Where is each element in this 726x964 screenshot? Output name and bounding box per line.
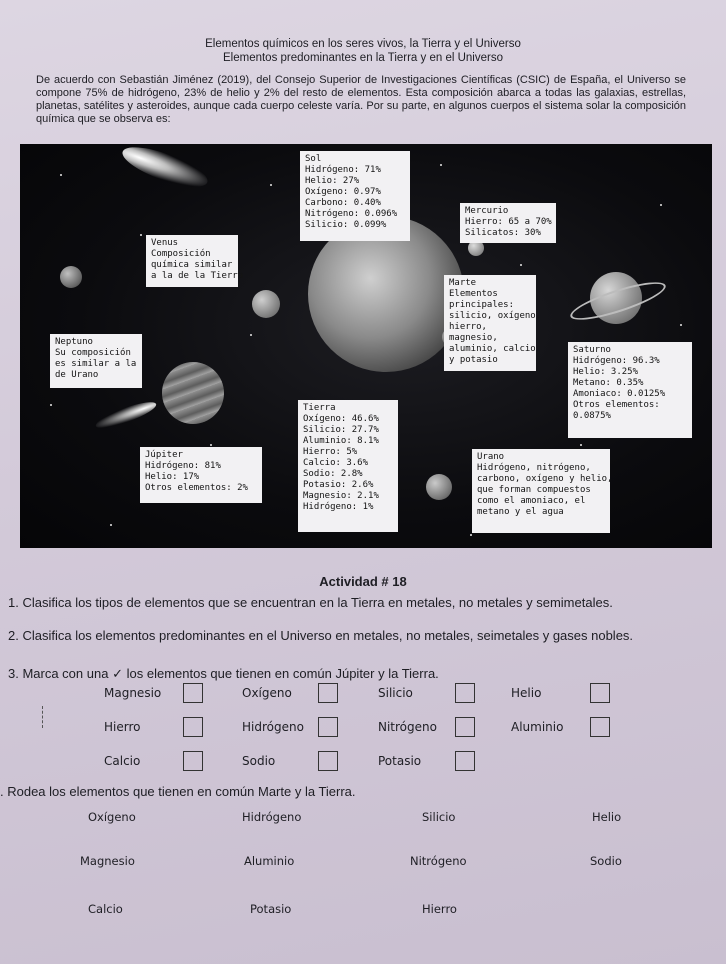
earth-info-line: Sodio: 2.8%: [303, 469, 363, 479]
saturn-info-line: Saturno: [573, 345, 611, 355]
mars-info-line: Marte: [449, 278, 477, 288]
sun-info-line: Carbono: 0.40%: [305, 198, 381, 208]
mars-info-line: aluminio, calcio: [449, 344, 536, 354]
star: [470, 534, 472, 536]
saturn-info-line: Hidrógeno: 96.3%: [573, 356, 660, 366]
neptune-info-line: Neptuno: [55, 337, 93, 347]
earth-info-line: Oxígeno: 46.6%: [303, 414, 379, 424]
worksheet-subtitle: Elementos predominantes en la Tierra y en el Universo: [223, 52, 503, 64]
earth-info-line: Hierro: 5%: [303, 447, 358, 457]
mercury-info-box: [460, 203, 556, 243]
venus-info-box: [146, 235, 244, 287]
element-label: Hidrógeno: [242, 720, 304, 734]
star: [440, 164, 442, 166]
mars-info-line: magnesio,: [449, 333, 498, 343]
element-label: Aluminio: [511, 720, 564, 734]
star: [580, 444, 582, 446]
sun-info-line: Sol: [305, 154, 322, 164]
circle-option-oxigeno[interactable]: Oxígeno: [88, 810, 136, 824]
element-label: Potasio: [378, 754, 422, 768]
earth-info-line: Calcio: 3.6%: [303, 458, 369, 468]
venus-info-line: química similar: [151, 260, 233, 270]
jupiter-info-line: Júpiter: [145, 450, 183, 460]
venus-info-line: Composición: [151, 249, 211, 259]
sun-info-line: Silicio: 0.099%: [305, 220, 387, 230]
question-4: . Rodea los elementos que tienen en común Marte y la Tierra.: [0, 784, 356, 799]
venus-image: [252, 290, 280, 318]
star: [270, 184, 272, 186]
question-3: [8, 666, 439, 682]
element-label: Oxígeno: [242, 686, 292, 700]
checkbox-hierro[interactable]: [183, 717, 203, 737]
star: [50, 404, 52, 406]
checkbox-sodio[interactable]: [318, 751, 338, 771]
venus-info-line: Venus: [151, 238, 179, 248]
sun-info-box: [300, 151, 410, 241]
earth-info-line: Silicio: 27.7%: [303, 425, 379, 435]
neptune-info-line: Su composición: [55, 348, 131, 358]
margin-mark: [42, 706, 44, 728]
star: [660, 204, 662, 206]
checkbox-helio[interactable]: [590, 683, 610, 703]
checkbox-oxigeno[interactable]: [318, 683, 338, 703]
circle-option-silicio[interactable]: Silicio: [422, 810, 456, 824]
checkbox-magnesio[interactable]: [183, 683, 203, 703]
saturn-info-line: Amoniaco: 0.0125%: [573, 389, 666, 399]
star: [520, 264, 522, 266]
star: [60, 174, 62, 176]
neptune-info-line: es similar a la: [55, 359, 137, 369]
earth-info-box: [298, 400, 398, 532]
saturn-info-line: Otros elementos:: [573, 400, 660, 410]
circle-option-helio[interactable]: Helio: [592, 810, 622, 824]
sun-info-line: Oxígeno: 0.97%: [305, 187, 381, 197]
element-label: Nitrógeno: [378, 720, 437, 734]
checkbox-calcio[interactable]: [183, 751, 203, 771]
saturn-info-box: [568, 342, 692, 438]
star: [250, 334, 252, 336]
checkbox-silicio[interactable]: [455, 683, 475, 703]
earth-info-line: Aluminio: 8.1%: [303, 436, 379, 446]
mars-info-line: hierro,: [449, 322, 487, 332]
earth-info-line: Magnesio: 2.1%: [303, 491, 379, 501]
jupiter-info-line: Otros elementos: 2%: [145, 483, 248, 493]
mars-info-line: y potasio: [449, 355, 498, 365]
question-2: 2. Clasifica los elementos predominantes en el Universo en metales, no metales, seimetales y gases nobles.: [8, 628, 634, 643]
question-1: 1. Clasifica los tipos de elementos que se encuentran en la Tierra en metales, no metales y semimetales.: [8, 595, 613, 610]
circle-option-potasio[interactable]: Potasio: [250, 902, 292, 916]
checkbox-hidrogeno[interactable]: [318, 717, 338, 737]
intro-paragraph: De acuerdo con Sebastián Jiménez (2019), del Consejo Superior de Investigaciones Científicas (CSIC) de España, el Universo se compone 75% de hidrógeno, 23% de helio y 2% del resto de elementos. Esta composición abarca a todas las galaxias, estrellas, planetas, satélites y asteroides, aunque cada cuerpo celeste varía. Por su parte, en algunos cuerpos el sistema solar la composición química que se observa es:: [36, 74, 686, 125]
jupiter-info-box: [140, 447, 262, 503]
element-label: Sodio: [242, 754, 276, 768]
sun-info-line: Hidrógeno: 71%: [305, 165, 381, 175]
element-label: Silicio: [378, 686, 413, 700]
uranus-info-line: que forman compuestos: [477, 485, 591, 495]
star: [210, 444, 212, 446]
circle-option-nitrogeno[interactable]: Nitrógeno: [410, 854, 467, 868]
saturn-info-line: 0.0875%: [573, 411, 611, 421]
uranus-info-line: Urano: [477, 452, 505, 462]
uranus-info-line: Hidrógeno, nitrógeno,: [477, 463, 591, 473]
question-3-prefix: 3. Marca con una: [8, 666, 109, 681]
uranus-image: [426, 474, 452, 500]
checkbox-nitrogeno[interactable]: [455, 717, 475, 737]
uranus-info-line: como el amoniaco, el: [477, 496, 586, 506]
worksheet-title: Elementos químicos en los seres vivos, la Tierra y el Universo: [205, 38, 521, 50]
element-label: Helio: [511, 686, 542, 700]
sun-info-line: Nitrógeno: 0.096%: [305, 209, 398, 219]
circle-option-hidrogeno[interactable]: Hidrógeno: [242, 810, 302, 824]
star: [680, 324, 682, 326]
uranus-info-box: [472, 449, 613, 533]
saturn-info-line: Helio: 3.25%: [573, 367, 639, 377]
circle-option-sodio[interactable]: Sodio: [590, 854, 622, 868]
checkmark-icon: ✓: [112, 666, 123, 681]
mars-info-line: Elementos: [449, 289, 498, 299]
mercury-info-line: Silicatos: 30%: [465, 228, 541, 238]
mercury-info-line: Hierro: 65 a 70%: [465, 217, 552, 227]
comet-image: [94, 397, 159, 432]
circle-option-aluminio[interactable]: Aluminio: [244, 854, 295, 868]
uranus-info-line: metano y el agua: [477, 507, 564, 517]
mars-info-line: silicio, oxígeno,: [449, 311, 542, 321]
comet-image: [118, 144, 211, 195]
circle-option-hierro[interactable]: Hierro: [422, 902, 457, 916]
mars-info-line: principales:: [449, 300, 515, 310]
neptune-image: [60, 266, 82, 288]
jupiter-image: [162, 362, 224, 424]
checkbox-aluminio[interactable]: [590, 717, 610, 737]
uranus-info-line: carbono, oxígeno y helio,: [477, 474, 613, 484]
earth-info-line: Potasio: 2.6%: [303, 480, 374, 490]
neptune-info-line: de Urano: [55, 370, 99, 380]
mercury-info-line: Mercurio: [465, 206, 509, 216]
star: [110, 524, 112, 526]
neptune-info-box: [50, 334, 142, 388]
circle-option-calcio[interactable]: Calcio: [88, 902, 123, 916]
element-label: Magnesio: [104, 686, 162, 700]
element-label: Hierro: [104, 720, 141, 734]
element-label: Calcio: [104, 754, 141, 768]
activity-title: Actividad # 18: [319, 574, 407, 589]
mars-info-box: [444, 275, 542, 371]
checkbox-potasio[interactable]: [455, 751, 475, 771]
question-3-suffix: los elementos que tienen en común Júpiter y la Tierra.: [126, 666, 439, 681]
circle-option-magnesio[interactable]: Magnesio: [80, 854, 135, 868]
jupiter-info-line: Hidrógeno: 81%: [145, 461, 221, 471]
sun-info-line: Helio: 27%: [305, 176, 360, 186]
earth-info-line: Hidrógeno: 1%: [303, 502, 374, 512]
venus-info-line: a la de la Tierra: [151, 271, 244, 281]
jupiter-info-line: Helio: 17%: [145, 472, 200, 482]
star: [140, 234, 142, 236]
saturn-info-line: Metano: 0.35%: [573, 378, 644, 388]
earth-info-line: Tierra: [303, 403, 336, 413]
